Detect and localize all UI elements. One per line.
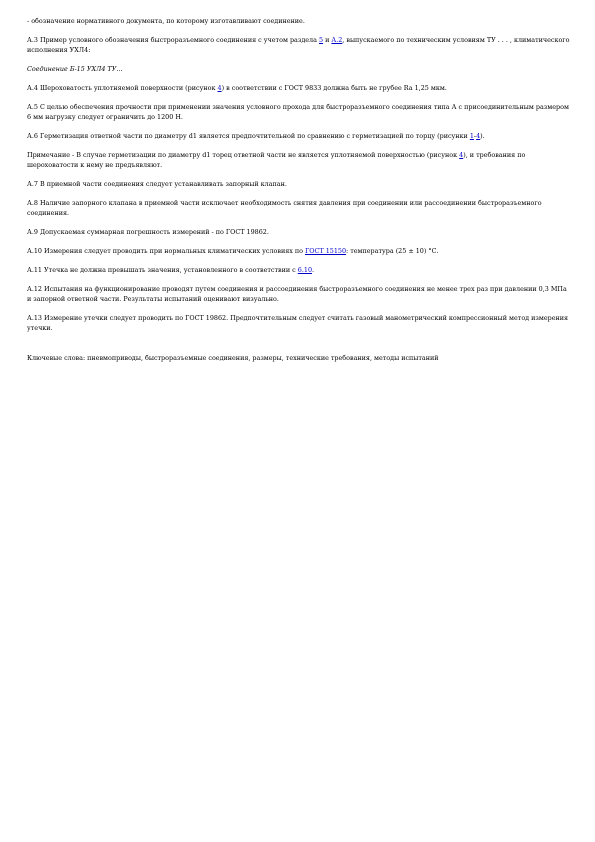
paragraph-a9-error: А.9 Допускаемая суммарная погрешность измерений - по ГОСТ 19862.: [27, 228, 269, 236]
text-run: ), и требования по шероховатости к нему не предъявляют.: [27, 151, 526, 169]
text-run: , выпускаемого по техническим условиям ТУ . . . , климатического исполнения УХЛ4:: [27, 36, 570, 54]
paragraph-designation-example: Соединение Б-15 УХЛ4 ТУ...: [27, 65, 123, 73]
reference-link[interactable]: 4: [476, 132, 481, 140]
reference-link[interactable]: 4: [217, 84, 222, 92]
text-run: А.4 Шероховатость уплотняемой поверхности (рисунок: [27, 84, 218, 92]
paragraph-a10-conditions: [27, 246, 572, 256]
paragraph-a6-sealing: [27, 131, 572, 141]
reference-link[interactable]: ГОСТ 15150: [305, 247, 347, 255]
text-run: .: [312, 266, 315, 274]
paragraph-a5-strength: А.5 С целью обеспечения прочности при применении значения условного прохода для быстроразъемного соединения типа А с присоединительным размером 6 мм нагрузку следует ограничить до 1200 Н.: [27, 103, 569, 121]
text-run: : температура (25 ± 10) °С.: [346, 247, 439, 255]
text-run: А.3 Пример условного обозначения быстроразъемного соединения с учетом раздела: [27, 36, 319, 44]
reference-link[interactable]: 6.10: [297, 266, 313, 274]
paragraph-designation-note: - обозначение нормативного документа, по которому изготавливают соединение.: [27, 17, 305, 25]
paragraph-a4-roughness: [27, 83, 572, 93]
paragraph-keywords: Ключевые слова: пневмоприводы, быстроразъемные соединения, размеры, технические требования, методы испытаний: [27, 354, 439, 362]
paragraph-a8-valve: А.8 Наличие запорного клапана в приемной части исключает необходимость снятия давления при соединении или рассоединении быстроразъемного соединения.: [27, 199, 542, 217]
text-run: Примечание - В случае герметизации по диаметру d1 торец ответной части не является уплотняемой поверхностью (рисунок: [27, 151, 460, 159]
paragraph-a12-testing: А.12 Испытания на функционирование проводят путем соединения и рассоединения быстроразъемного соединения не менее трех раз при давлении 0,3 МПа и запорной ответной части. Результаты испытаний оценивают визуально.: [27, 285, 567, 303]
paragraph-note: [27, 150, 572, 170]
text-run: ) в соответствии с ГОСТ 9833 должна быть не грубее Ra 1,25 мкм.: [221, 84, 447, 92]
text-run: ).: [480, 132, 485, 140]
reference-link[interactable]: 4: [459, 151, 464, 159]
text-run: и: [323, 36, 332, 44]
reference-link[interactable]: 5: [318, 36, 324, 44]
text-run: А.11 Утечка не должна превышать значения, установленного в соответствии с: [27, 266, 298, 274]
text-run: А.6 Герметизация ответной части по диаметру d1 является предпочтительной по сравнению с герметизацией по торцу (рисунки: [27, 132, 470, 140]
text-run: А.10 Измерения следует проводить при нормальных климатических условиях по: [27, 247, 306, 255]
reference-link[interactable]: 1: [469, 132, 474, 140]
paragraph-a13-measurement: А.13 Измерение утечки следует проводить по ГОСТ 19862. Предпочтительным следует считать газовый манометрический компрессионный метод измерения утечки.: [27, 314, 569, 332]
reference-link[interactable]: А.2: [331, 36, 343, 44]
paragraph-a11-leakage: [27, 265, 572, 275]
document-page: [27, 16, 572, 372]
paragraph-a3-example: [27, 35, 572, 55]
paragraph-a7-valve: А.7 В приемной части соединения следует устанавливать запорный клапан.: [27, 180, 287, 188]
text-run: -: [473, 132, 477, 140]
